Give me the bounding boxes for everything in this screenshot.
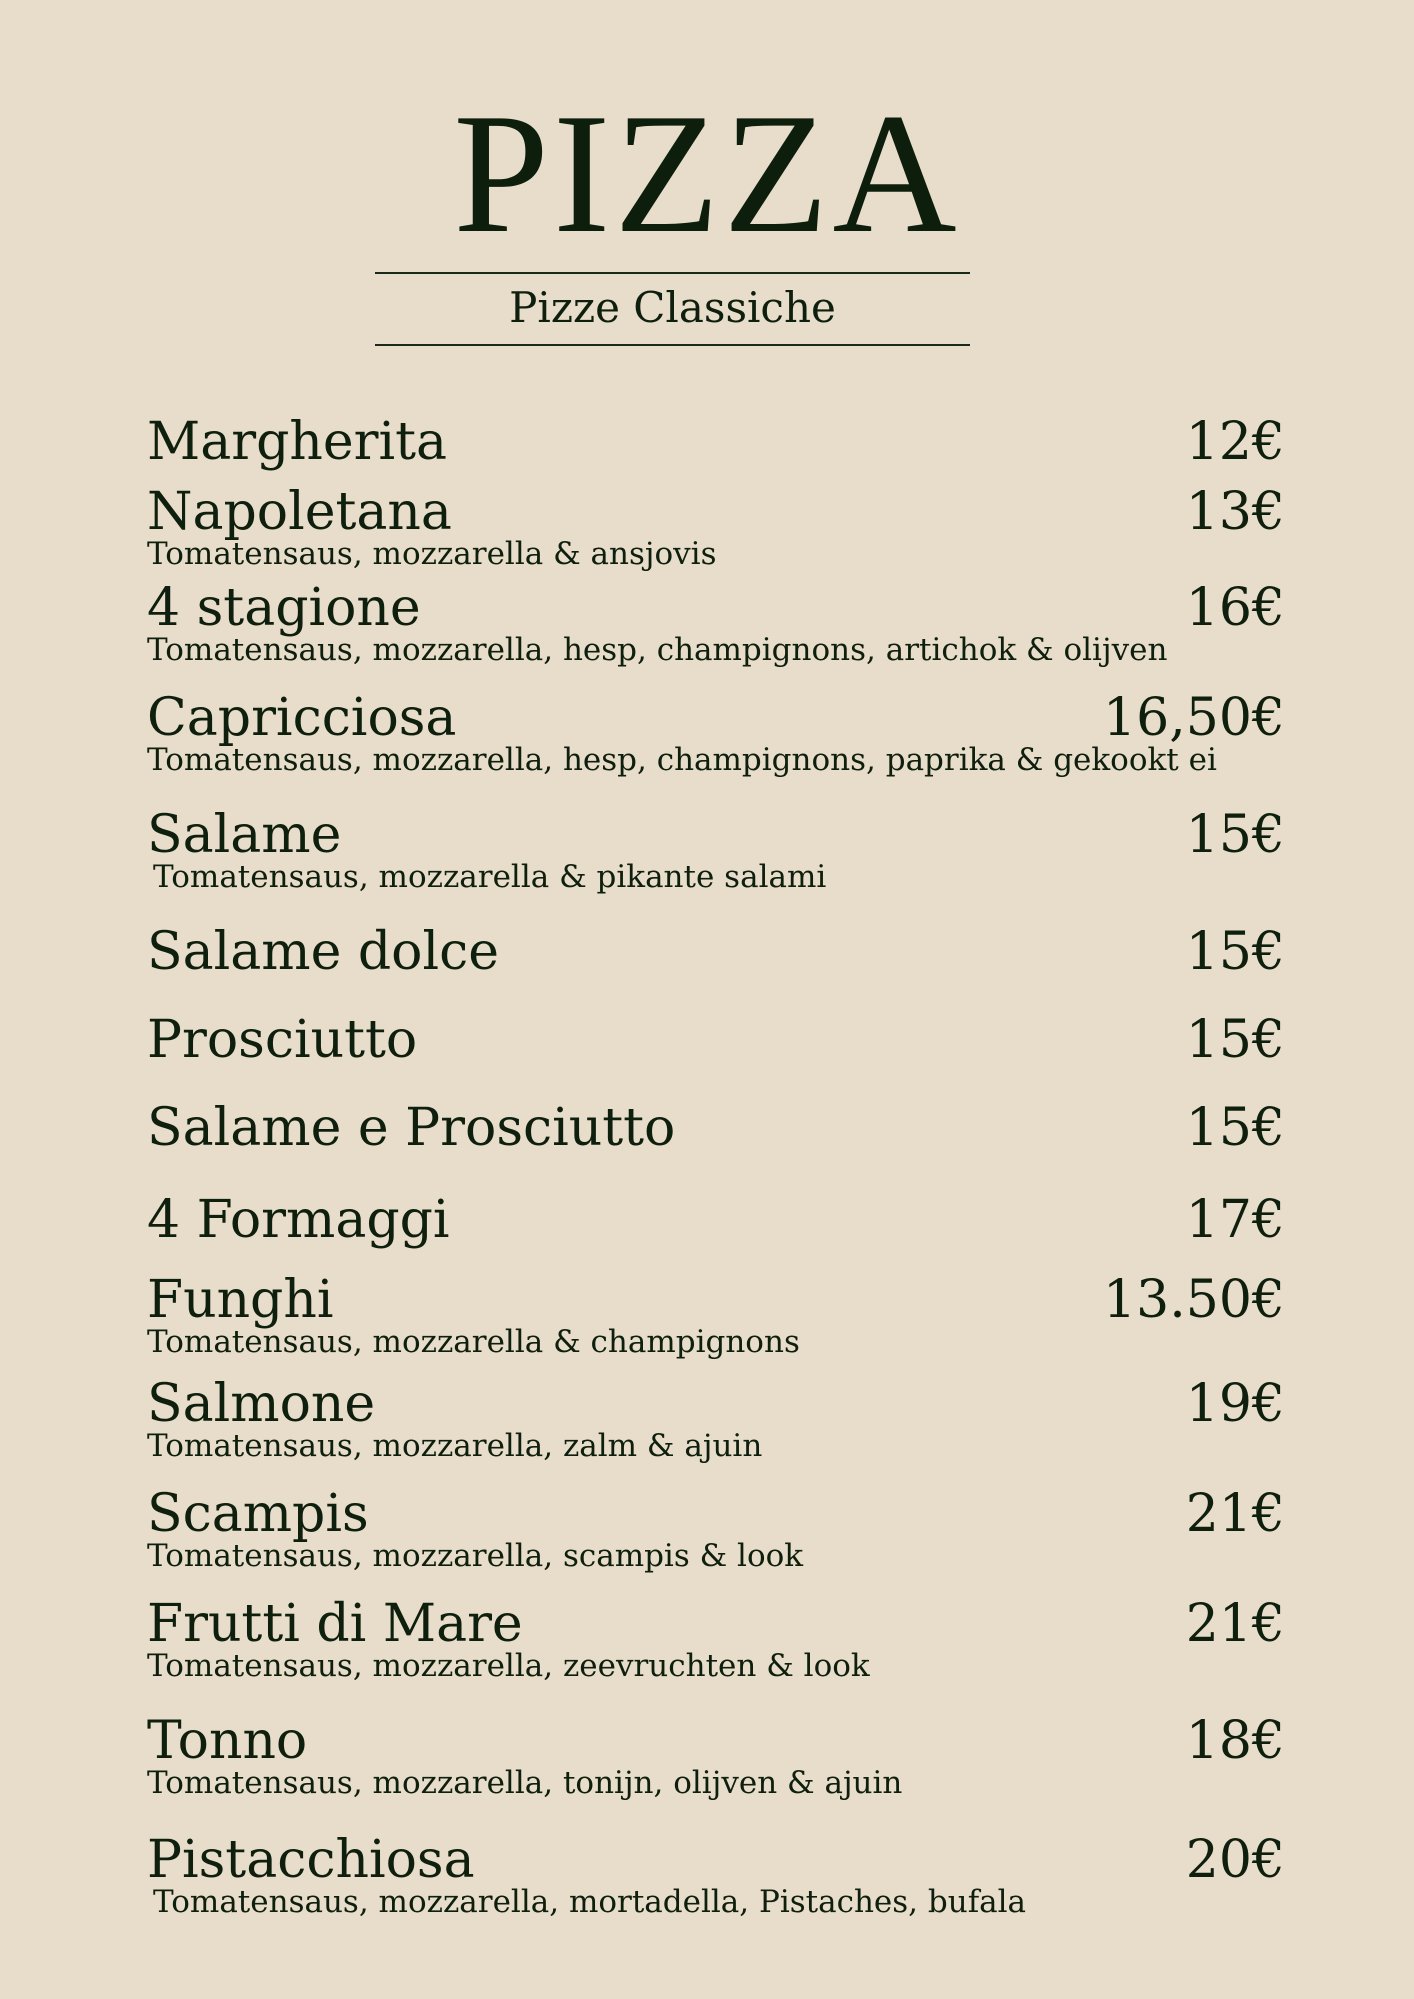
- item-price: 20€: [1185, 1830, 1285, 1890]
- item-name: 4 stagione: [147, 578, 421, 638]
- item-price: 16,50€: [1103, 688, 1285, 748]
- item-description: Tomatensaus, mozzarella, zalm & ajuin: [147, 1428, 763, 1464]
- item-description: Tomatensaus, mozzarella, hesp, champignons, artichok & olijven: [147, 632, 1168, 668]
- item-price: 16€: [1185, 578, 1285, 638]
- item-description: Tomatensaus, mozzarella, tonijn, olijven & ajuin: [147, 1765, 903, 1801]
- item-price: 15€: [1185, 1098, 1285, 1158]
- subtitle-bottom-rule: [375, 344, 970, 346]
- item-price: 13.50€: [1103, 1270, 1285, 1330]
- item-name: Prosciutto: [147, 1010, 418, 1070]
- item-price: 18€: [1185, 1711, 1285, 1771]
- item-name: 4 Formaggi: [147, 1190, 450, 1250]
- menu-subtitle: Pizze Classiche: [509, 283, 836, 332]
- item-name: Scampis: [147, 1484, 369, 1544]
- item-price: 13€: [1185, 482, 1285, 542]
- item-description: Tomatensaus, mozzarella, scampis & look: [147, 1538, 804, 1574]
- item-description: Tomatensaus, mozzarella, zeevruchten & look: [147, 1648, 870, 1684]
- item-name: Tonno: [147, 1711, 308, 1771]
- item-name: Capricciosa: [147, 688, 457, 748]
- item-description: Tomatensaus, mozzarella, mortadella, Pistaches, bufala: [153, 1884, 1027, 1920]
- item-price: 21€: [1185, 1594, 1285, 1654]
- item-name: Salmone: [147, 1374, 376, 1434]
- item-name: Salame e Prosciutto: [147, 1098, 676, 1158]
- item-name: Salame: [147, 805, 342, 865]
- menu-title: PIZZA: [453, 79, 961, 269]
- item-price: 15€: [1185, 805, 1285, 865]
- item-name: Pistacchiosa: [147, 1830, 475, 1890]
- item-name: Margherita: [147, 412, 448, 472]
- item-price: 15€: [1185, 922, 1285, 982]
- item-name: Funghi: [147, 1270, 334, 1330]
- item-description: Tomatensaus, mozzarella, hesp, champignons, paprika & gekookt ei: [147, 742, 1217, 778]
- item-price: 17€: [1185, 1190, 1285, 1250]
- item-name: Napoletana: [147, 482, 452, 542]
- item-price: 15€: [1185, 1010, 1285, 1070]
- item-price: 19€: [1185, 1374, 1285, 1434]
- item-description: Tomatensaus, mozzarella & ansjovis: [147, 536, 717, 572]
- item-price: 21€: [1185, 1484, 1285, 1544]
- item-description: Tomatensaus, mozzarella & pikante salami: [153, 859, 827, 895]
- item-price: 12€: [1185, 412, 1285, 472]
- item-description: Tomatensaus, mozzarella & champignons: [147, 1324, 800, 1360]
- subtitle-top-rule: [375, 272, 970, 274]
- item-name: Frutti di Mare: [147, 1594, 523, 1654]
- item-name: Salame dolce: [147, 922, 499, 982]
